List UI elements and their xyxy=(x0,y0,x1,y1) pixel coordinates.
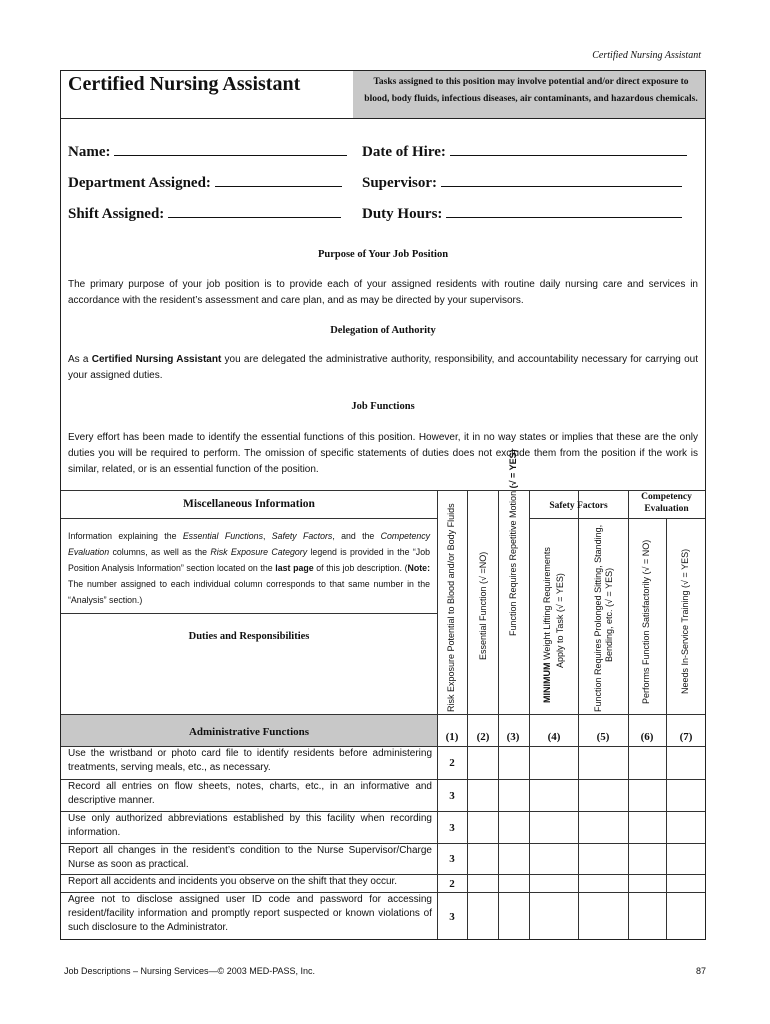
risk-category: 3 xyxy=(449,790,455,802)
table-row: Use the wristband or photo card file to identify residents before administering treatments, serving meals, etc., as necessary. xyxy=(68,748,432,773)
misc-bold-2: Note: xyxy=(407,563,430,573)
date-of-hire-label: Date of Hire: xyxy=(362,144,446,160)
table-top-border xyxy=(61,490,705,491)
duty-hours-line[interactable] xyxy=(446,203,682,218)
admin-functions-heading: Administrative Functions xyxy=(188,726,310,738)
col4-header-text: Weight Lifting Requirements xyxy=(542,547,552,663)
group-header-line xyxy=(529,518,705,519)
misc-text-4: columns, as well as the xyxy=(109,547,211,557)
name-label: Name: xyxy=(68,144,111,160)
risk-category: 3 xyxy=(449,853,455,865)
misc-em-1: Essential Functions xyxy=(182,531,263,541)
col4-header-line2: Apply to Task (√ = YES) xyxy=(555,573,565,668)
footer-copyright: Job Descriptions – Nursing Services—© 2003 MED-PASS, Inc. xyxy=(64,966,316,976)
supervisor-label: Supervisor: xyxy=(362,175,437,191)
delegation-text-pre: As a xyxy=(68,354,92,365)
col-number-1: (1) xyxy=(445,731,459,743)
running-header: Certified Nursing Assistant xyxy=(592,50,701,61)
department-field[interactable] xyxy=(68,172,342,192)
delegation-text xyxy=(68,352,698,384)
functions-heading: Job Functions xyxy=(351,401,415,412)
department-line[interactable] xyxy=(215,172,342,187)
name-field[interactable] xyxy=(68,141,347,161)
misc-bold-1: last page xyxy=(275,563,314,573)
col-number-4: (4) xyxy=(547,731,561,743)
supervisor-field[interactable] xyxy=(362,172,682,192)
misc-em-2: Safety Factors xyxy=(271,531,333,541)
col3-header-text: Function Requires Repetitive Motion xyxy=(508,490,518,636)
misc-em-3: Competency Evaluation xyxy=(68,531,431,557)
misc-text xyxy=(68,528,430,608)
col-number-5: (5) xyxy=(596,731,610,743)
col-number-3: (3) xyxy=(506,731,520,743)
admin-band-top-line xyxy=(61,714,705,715)
risk-category: 3 xyxy=(449,911,455,923)
date-of-hire-field[interactable] xyxy=(362,141,687,161)
supervisor-line[interactable] xyxy=(441,172,682,187)
risk-category: 2 xyxy=(449,757,455,769)
name-line[interactable] xyxy=(114,141,347,156)
table-divider-col7 xyxy=(666,518,667,939)
purpose-text: The primary purpose of your job position is to provide each of your assigned residents with routine daily nursing care and services in accordance with the resident’s assessment and care plan, and as may be directed by your supervisors. xyxy=(68,279,698,306)
col5-header-line2: Bending, etc. (√ = YES) xyxy=(604,567,614,662)
exposure-warning-text: Tasks assigned to this position may involve potential and/or direct exposure to blood, body fluids, infectious diseases, air contaminants, and hazardous chemicals. xyxy=(364,77,698,104)
shift-field[interactable] xyxy=(68,203,341,223)
table-row: Use only authorized abbreviations established by this facility when recording information. xyxy=(68,813,432,838)
table-row: Report all accidents and incidents you observe on the shift that they occur. xyxy=(68,876,398,887)
col3-header-yes: (√ = YES) xyxy=(508,449,518,489)
col5-header: Function Requires Prolonged Sitting, Standing, xyxy=(593,524,603,712)
duty-hours-label: Duty Hours: xyxy=(362,206,443,222)
misc-text-5: legend is provided in the “Job Position Analysis Information” section located on the xyxy=(68,547,430,573)
misc-text-2: , xyxy=(262,531,272,541)
col4-header xyxy=(542,547,553,703)
date-of-hire-line[interactable] xyxy=(450,141,687,156)
misc-em-4: Risk Exposure Category xyxy=(210,547,308,557)
col-number-7: (7) xyxy=(679,731,693,743)
col7-header: Needs In-Service Training (√ = YES) xyxy=(680,548,690,694)
delegation-text-post: you are delegated the administrative authority, responsibility, and accountability necessary for carrying out your assigned duties. xyxy=(68,354,699,381)
col4-header-minimum: MINIMUM xyxy=(542,662,552,703)
shift-line[interactable] xyxy=(168,203,341,218)
duty-hours-field[interactable] xyxy=(362,203,682,223)
col-number-2: (2) xyxy=(476,731,490,743)
misc-text-1: Information explaining the xyxy=(68,531,183,541)
page-title: Certified Nursing Assistant xyxy=(68,73,301,95)
col6-header: Performs Function Satisfactorily (√ = NO) xyxy=(641,539,651,704)
table-row: Agree not to disclose assigned user ID code and password for accessing resident/facility information and promptly report suspected or known violations of such disclosure to the Administrator. xyxy=(68,894,432,933)
purpose-heading: Purpose of Your Job Position xyxy=(317,249,449,260)
misc-text-3: , and the xyxy=(332,531,381,541)
misc-heading: Miscellaneous Information xyxy=(183,498,315,510)
misc-text-6: of this job description. ( xyxy=(313,563,408,573)
duties-heading: Duties and Responsibilities xyxy=(188,631,310,642)
risk-category: 3 xyxy=(449,822,455,834)
misc-text-7: The number assigned to each individual column corresponds to that same number in the “Analysis” section.) xyxy=(68,579,430,605)
duties-heading-line xyxy=(61,613,437,614)
functions-text: Every effort has been made to identify the essential functions of this position. However, it in no way states or implies that these are the only duties you will be required to perform. The omission of specific statements of duties does not exclude them from the position if the work is similar, related, or is an essential function of the position. xyxy=(68,432,698,475)
col2-header: Essential Function (√ =NO) xyxy=(478,551,488,660)
risk-category: 2 xyxy=(449,878,455,890)
misc-heading-line xyxy=(61,518,437,519)
department-label: Department Assigned: xyxy=(68,175,211,191)
safety-factors-heading: Safety Factors xyxy=(549,501,608,511)
col1-header: Risk Exposure Potential to Blood and/or Body Fluids xyxy=(446,503,456,712)
delegation-heading: Delegation of Authority xyxy=(330,325,436,336)
competency-heading: Competency Evaluation xyxy=(641,492,692,514)
col3-header xyxy=(508,449,519,636)
table-row: Record all entries on flow sheets, notes, charts, etc., in an informative and descriptive manner. xyxy=(68,781,432,806)
table-row: Report all changes in the resident’s condition to the Nurse Supervisor/Charge Nurse as soon as practical. xyxy=(68,845,432,870)
col-number-6: (6) xyxy=(640,731,654,743)
page-number: 87 xyxy=(695,966,706,976)
delegation-role: Certified Nursing Assistant xyxy=(91,354,222,365)
shift-label: Shift Assigned: xyxy=(68,206,165,222)
